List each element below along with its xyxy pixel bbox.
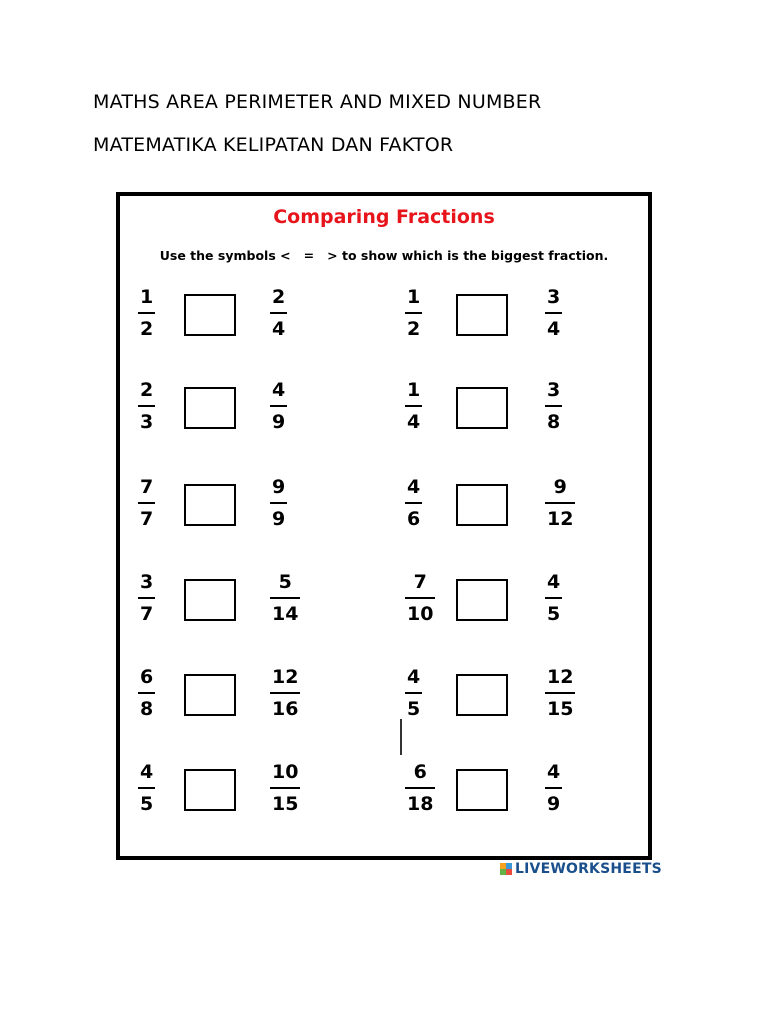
fraction-left xyxy=(405,476,422,530)
numerator: 4 xyxy=(140,761,154,783)
numerator: 9 xyxy=(553,476,567,498)
numerator: 2 xyxy=(272,286,286,308)
fraction-right xyxy=(545,666,575,720)
brand-text: LIVEWORKSHEETS xyxy=(515,861,662,877)
heading-line-2: MATEMATIKA KELIPATAN DAN FAKTOR xyxy=(93,134,454,156)
fraction-left xyxy=(405,666,422,720)
fraction-right xyxy=(545,571,562,625)
fraction-right xyxy=(270,286,287,340)
fraction-left xyxy=(138,666,155,720)
fraction-left xyxy=(138,476,155,530)
fraction-right xyxy=(545,379,562,433)
comparison-answer-box[interactable] xyxy=(456,484,508,526)
fraction-left xyxy=(405,379,422,433)
fraction-bar xyxy=(545,787,562,789)
fraction-bar xyxy=(545,597,562,599)
denominator: 14 xyxy=(272,603,299,625)
denominator: 5 xyxy=(407,698,421,720)
fraction-bar xyxy=(405,405,422,407)
fraction-bar xyxy=(270,502,287,504)
fraction-bar xyxy=(405,502,422,504)
denominator: 5 xyxy=(547,603,561,625)
denominator: 7 xyxy=(140,603,154,625)
fraction-bar xyxy=(545,405,562,407)
fraction-right xyxy=(545,761,562,815)
denominator: 8 xyxy=(140,698,154,720)
numerator: 6 xyxy=(413,761,427,783)
comparison-answer-box[interactable] xyxy=(184,674,236,716)
fraction-left xyxy=(138,379,155,433)
fraction-right xyxy=(270,571,300,625)
numerator: 2 xyxy=(140,379,154,401)
comparison-answer-box[interactable] xyxy=(184,387,236,429)
denominator: 15 xyxy=(547,698,574,720)
denominator: 8 xyxy=(547,411,561,433)
fraction-left xyxy=(405,571,435,625)
numerator: 12 xyxy=(547,666,574,688)
fraction-right xyxy=(545,286,562,340)
numerator: 7 xyxy=(413,571,427,593)
denominator: 16 xyxy=(272,698,299,720)
numerator: 1 xyxy=(140,286,154,308)
fraction-bar xyxy=(545,502,575,504)
denominator: 12 xyxy=(547,508,574,530)
denominator: 4 xyxy=(407,411,421,433)
fraction-left xyxy=(138,571,155,625)
fraction-bar xyxy=(270,405,287,407)
numerator: 4 xyxy=(547,761,561,783)
fraction-bar xyxy=(405,692,422,694)
denominator: 2 xyxy=(407,318,421,340)
numerator: 4 xyxy=(547,571,561,593)
denominator: 6 xyxy=(407,508,421,530)
fraction-right xyxy=(270,379,287,433)
denominator: 9 xyxy=(272,411,286,433)
numerator: 3 xyxy=(547,379,561,401)
comparison-answer-box[interactable] xyxy=(456,769,508,811)
comparison-answer-box[interactable] xyxy=(184,294,236,336)
worksheet-frame xyxy=(116,192,652,860)
fraction-bar xyxy=(138,312,155,314)
fraction-bar xyxy=(138,597,155,599)
heading-line-1: MATHS AREA PERIMETER AND MIXED NUMBER xyxy=(93,91,542,113)
denominator: 7 xyxy=(140,508,154,530)
stray-pen-mark xyxy=(400,719,402,755)
fraction-bar xyxy=(405,312,422,314)
fraction-bar xyxy=(405,787,435,789)
numerator: 4 xyxy=(407,666,421,688)
fraction-right xyxy=(270,666,300,720)
fraction-bar xyxy=(545,692,575,694)
numerator: 1 xyxy=(407,286,421,308)
fraction-right xyxy=(545,476,575,530)
denominator: 4 xyxy=(272,318,286,340)
denominator: 4 xyxy=(547,318,561,340)
denominator: 10 xyxy=(407,603,434,625)
numerator: 9 xyxy=(272,476,286,498)
comparison-answer-box[interactable] xyxy=(184,769,236,811)
numerator: 1 xyxy=(407,379,421,401)
denominator: 9 xyxy=(272,508,286,530)
denominator: 3 xyxy=(140,411,154,433)
fraction-left xyxy=(138,286,155,340)
denominator: 5 xyxy=(140,793,154,815)
worksheet-title: Comparing Fractions xyxy=(273,206,495,228)
fraction-bar xyxy=(545,312,562,314)
comparison-answer-box[interactable] xyxy=(184,484,236,526)
fraction-bar xyxy=(405,597,435,599)
denominator: 2 xyxy=(140,318,154,340)
numerator: 6 xyxy=(140,666,154,688)
numerator: 7 xyxy=(140,476,154,498)
fraction-bar xyxy=(270,692,300,694)
denominator: 9 xyxy=(547,793,561,815)
numerator: 3 xyxy=(547,286,561,308)
numerator: 4 xyxy=(407,476,421,498)
fraction-bar xyxy=(270,312,287,314)
fraction-left xyxy=(405,286,422,340)
fraction-right xyxy=(270,476,287,530)
comparison-answer-box[interactable] xyxy=(456,674,508,716)
fraction-bar xyxy=(270,787,300,789)
worksheet-instruction: Use the symbols < = > to show which is the biggest fraction. xyxy=(159,248,609,263)
fraction-bar xyxy=(270,597,300,599)
comparison-answer-box[interactable] xyxy=(456,579,508,621)
denominator: 15 xyxy=(272,793,299,815)
numerator: 4 xyxy=(272,379,286,401)
numerator: 12 xyxy=(272,666,299,688)
fraction-left xyxy=(138,761,155,815)
liveworksheets-logo-icon xyxy=(500,863,512,875)
fraction-bar xyxy=(138,405,155,407)
liveworksheets-brand[interactable] xyxy=(500,861,662,877)
fraction-bar xyxy=(138,502,155,504)
numerator: 5 xyxy=(278,571,292,593)
fraction-bar xyxy=(138,692,155,694)
denominator: 18 xyxy=(407,793,434,815)
comparison-answer-box[interactable] xyxy=(456,294,508,336)
comparison-answer-box[interactable] xyxy=(456,387,508,429)
numerator: 3 xyxy=(140,571,154,593)
fraction-left xyxy=(405,761,435,815)
numerator: 10 xyxy=(272,761,299,783)
fraction-bar xyxy=(138,787,155,789)
comparison-answer-box[interactable] xyxy=(184,579,236,621)
fraction-right xyxy=(270,761,300,815)
